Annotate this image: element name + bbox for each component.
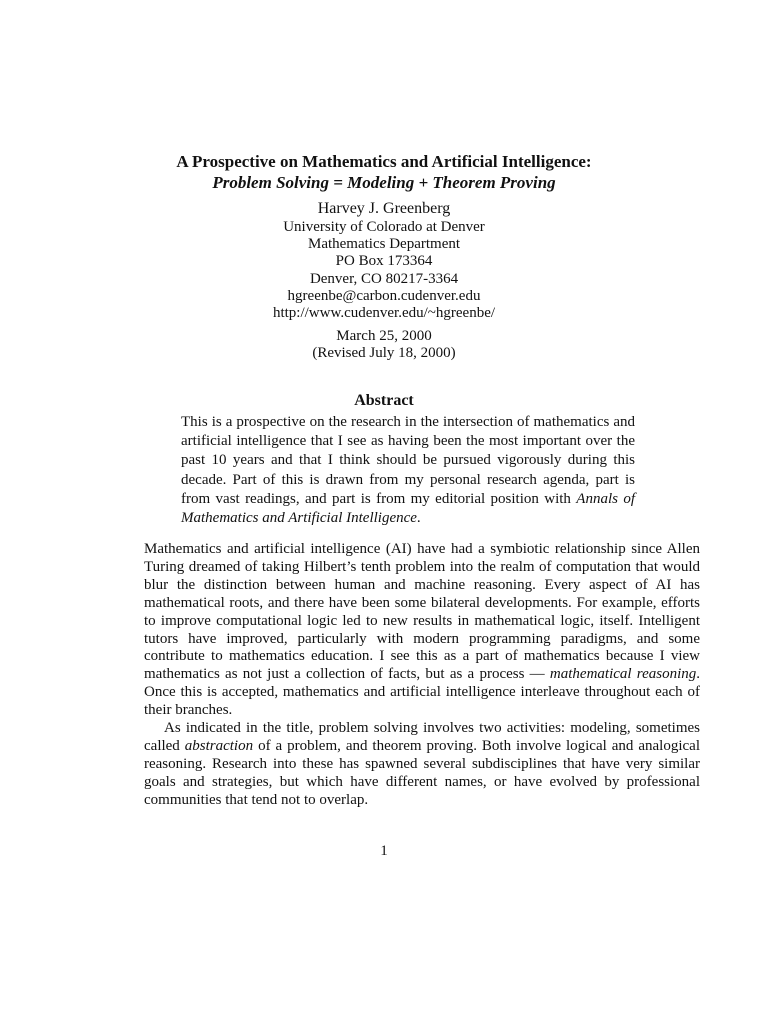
author-email: hgreenbe@carbon.cudenver.edu — [287, 287, 481, 304]
abstract-body: This is a prospective on the research in the intersection of mathematics and artificial intelligence that I see as having been the most important over the past 10 years and that I think should be pursued vigorously during this decade. Part of this is drawn from my personal research agenda, part is from vast readings, and part is from my editorial position with — [181, 414, 635, 507]
paragraph-1 — [144, 541, 700, 720]
affiliation-university: University of Colorado at Denver — [283, 219, 485, 235]
affiliation-po-box: PO Box 173364 — [335, 253, 433, 270]
paragraph-2-text: As indicated in the title, problem solving involves two activities: modeling, sometimes called — [144, 720, 700, 754]
paragraph-2-emphasis: abstraction — [184, 737, 254, 754]
paper-header — [0, 151, 768, 363]
affiliation-department: Mathematics Department — [307, 236, 461, 253]
author-url: http://www.cudenver.edu/~hgreenbe/ — [272, 305, 496, 322]
paper-subtitle: Problem Solving = Modeling + Theorem Proving — [212, 173, 556, 192]
paper-title: A Prospective on Mathematics and Artificial Intelligence: — [176, 152, 592, 171]
paragraph-1-end: . Once this is accepted, mathematics and artificial intelligence interleave throughout each of their branches. — [144, 666, 701, 719]
author-name: Harvey J. Greenberg — [317, 200, 451, 217]
paper-revised-date: (Revised July 18, 2000) — [312, 345, 456, 362]
page-number: 1 — [380, 843, 388, 859]
body-text — [144, 541, 700, 810]
abstract-text — [181, 413, 635, 528]
paper-date: March 25, 2000 — [336, 328, 432, 345]
paragraph-2-end: of a problem, and theorem proving. Both involve logical and analogical reasoning. Research into these has spawned several subdisciplines that have very similar goals and strategies, but which have different names, or have evolved by professional communities that tend not to overlap. — [144, 737, 700, 808]
paragraph-1-text: Mathematics and artificial intelligence (AI) have had a symbiotic relationship since Allen Turing dreamed of taking Hilbert’s tenth problem into the realm of computation that would blur the distinction between human and machine reasoning. Every aspect of AI has mathematical roots, and there have been some bilateral developments. For example, efforts to improve computational logic led to new results in mathematical logic, itself. Intelligent tutors have improved, particularly with modern programming paradigms, and some contribute to mathematics education. I see this as a part of mathematics because I view mathematics as not just a collection of facts, but as a process — — [144, 541, 700, 683]
affiliation-city: Denver, CO 80217-3364 — [309, 270, 459, 287]
abstract-end: . — [416, 510, 421, 527]
abstract-journal-name: Annals of Mathematics and Artificial Intelligence — [181, 490, 635, 527]
abstract-heading: Abstract — [354, 392, 414, 409]
paragraph-1-emphasis: mathematical reasoning — [549, 666, 697, 683]
paragraph-2 — [144, 720, 700, 810]
